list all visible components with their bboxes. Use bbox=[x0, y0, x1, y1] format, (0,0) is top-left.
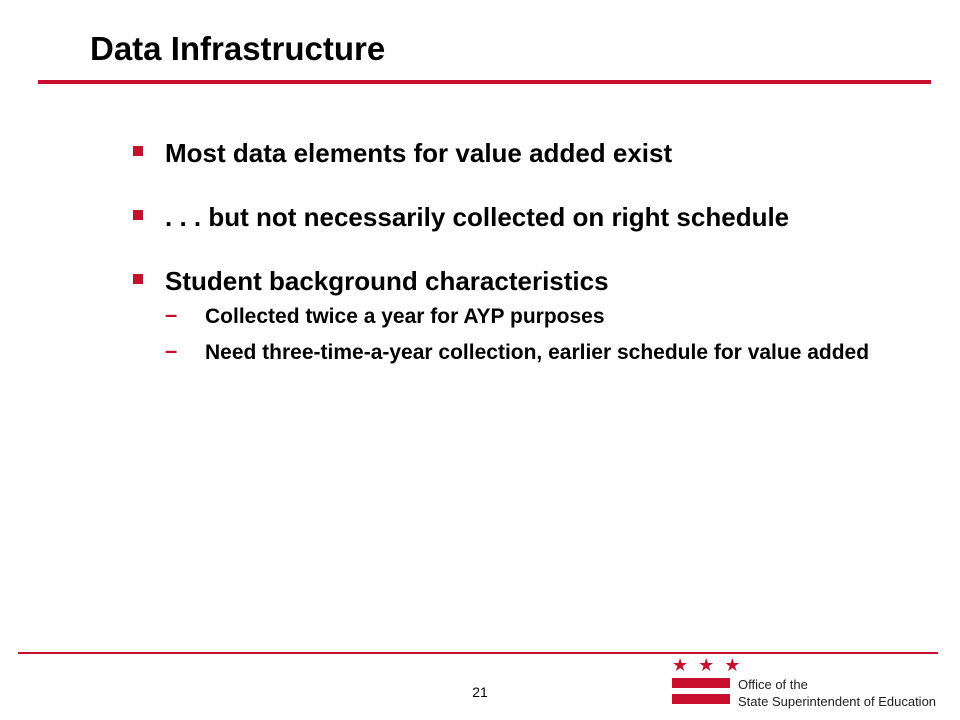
bullet-text: Student background characteristics bbox=[165, 266, 609, 296]
dash-marker: – bbox=[165, 302, 178, 327]
sub-bullet-text: Need three-time-a-year collection, earlier schedule for value added bbox=[205, 341, 870, 364]
sub-bullet-list bbox=[165, 303, 893, 367]
footer-divider bbox=[18, 652, 938, 654]
dash-marker: – bbox=[165, 338, 178, 363]
logo-line-1: Office of the bbox=[738, 677, 808, 692]
bullet-text: Most data elements for value added exist bbox=[165, 138, 673, 168]
flag-bar-top bbox=[672, 678, 730, 688]
square-bullet-icon bbox=[133, 210, 143, 220]
bullet-item bbox=[133, 135, 893, 171]
flag-bar-bottom bbox=[672, 694, 730, 704]
square-bullet-icon bbox=[133, 274, 143, 284]
sub-bullet-item bbox=[165, 339, 893, 367]
stars-icon: ★★★ bbox=[672, 655, 751, 675]
logo-text bbox=[738, 676, 936, 710]
sub-bullet-text: Collected twice a year for AYP purposes bbox=[205, 305, 605, 328]
slide-title: Data Infrastructure bbox=[90, 30, 386, 67]
square-bullet-icon bbox=[133, 146, 143, 156]
bullet-list bbox=[133, 135, 893, 367]
sub-bullet-item bbox=[165, 303, 893, 331]
bullet-text: . . . but not necessarily collected on right schedule bbox=[165, 202, 790, 232]
bullet-item bbox=[133, 263, 893, 367]
osse-logo bbox=[668, 656, 948, 716]
logo-line-2: State Superintendent of Education bbox=[738, 694, 937, 709]
bullet-item bbox=[133, 199, 893, 235]
page-number: 21 bbox=[472, 684, 488, 700]
title-divider bbox=[38, 80, 931, 84]
